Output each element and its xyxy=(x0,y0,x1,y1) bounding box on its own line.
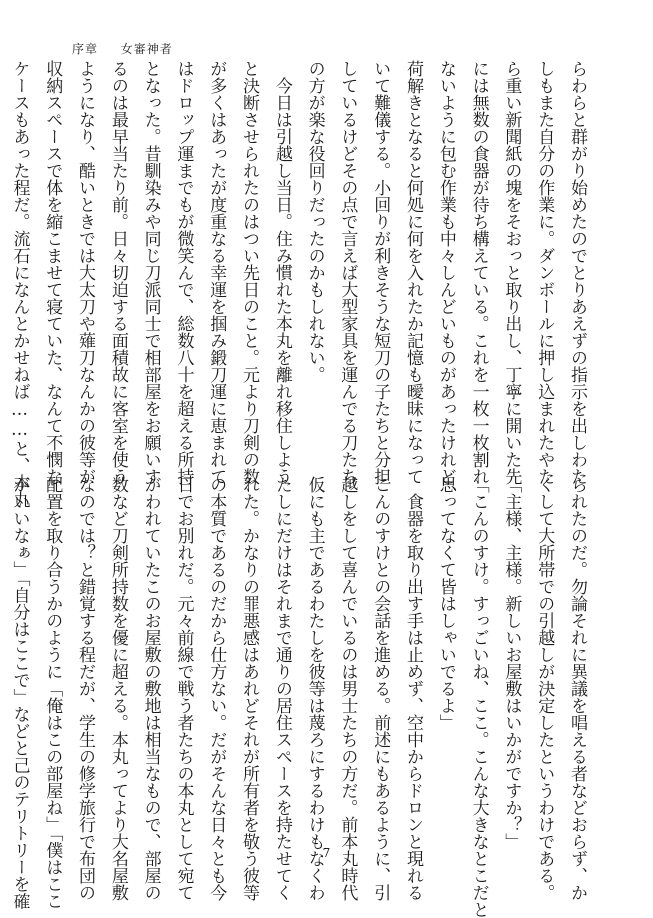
lower-text-block xyxy=(0,476,593,918)
text-column: 荷解きとなると何処に何を入れたか記憶も曖昧になって xyxy=(403,60,424,485)
text-column: 食器を取り出す手は止めず、空中からドロンと現れる xyxy=(403,476,424,901)
text-column: の本質であるのだから仕方ない。だがそんな日々とも今 xyxy=(206,476,227,901)
page-number: 7 xyxy=(322,846,331,860)
text-column: 収納スペースで体を縮こませて寝ていた、なんて不憫な xyxy=(42,60,63,485)
text-column: 思ってなくて皆はしゃいでるよ」 xyxy=(435,476,456,731)
text-column: 「こんのすけ。すっごいね、ここ。こんな大きなとこだと xyxy=(468,476,489,918)
text-column: しもまた自分の作業に。ダンボールに押し込まれたやた xyxy=(534,60,555,485)
text-column: くして大所帯での引越しが決定したというわけである。 xyxy=(534,476,555,901)
text-column: られたのだ。勿論それに異議を唱える者などおらず、か xyxy=(567,476,587,901)
text-column: ら重い新聞紙の塊をそおっと取り出し、丁寧に開いた先 xyxy=(501,60,522,485)
text-column: たしにだけはそれまで通りの居住スペースを持たせてく xyxy=(271,476,292,901)
text-column: れた。かなりの罪悪感はあれどそれが所有者を敬う彼等 xyxy=(239,476,260,901)
text-column: がわれていたこのお屋敷の敷地は相当なもので、部屋の xyxy=(140,476,161,901)
text-column: なのでは？と錯覚する程だが、学生の修学旅行で布団の xyxy=(75,476,96,901)
text-column: るのは最早当たり前。日々切迫する面積故に客室を使う xyxy=(107,60,128,485)
upper-text-block xyxy=(0,60,593,508)
text-column: 越しをして喜んでいるのは男士たちの方だ。前本丸時代 xyxy=(337,476,358,901)
running-header xyxy=(72,40,173,57)
text-column: がいいなぁ」「自分はここで」などと己のテリトリーを確 xyxy=(9,476,30,910)
text-column: 「主様、主様。新しいお屋敷はいかがですか？」 xyxy=(501,476,522,850)
text-column: ないように包む作業も中々しんどいものがあったけれど、 xyxy=(435,60,456,502)
text-column: ケースもあった程だ。流石になんとかせねば……と、本丸 xyxy=(9,60,30,508)
chapter-label: 序章 xyxy=(72,42,99,56)
text-column: となった。昔馴染みや同じ刀派同士で相部屋をお願いす xyxy=(140,60,161,485)
text-column: こんのすけとの会話を進める。前述にもあるように、引 xyxy=(370,476,391,901)
text-column: 配置を取り合うかのように「俺はこの部屋ね」「僕はここ xyxy=(42,476,63,910)
text-column: しているけどその点で言えば大型家具を運んでる刀たち xyxy=(337,60,358,485)
text-column: はドロップ運までもが微笑んで、総数八十を超える所持 xyxy=(173,60,194,485)
text-column: と決断させられたのはつい先日のこと。元より刀剣の数 xyxy=(239,60,260,485)
text-column: には無数の食器が待ち構えている。これを一枚一枚割れ xyxy=(468,60,489,485)
text-column: が多くはあったが度重なる幸運を掴み鍛刀運に恵まれて xyxy=(206,60,227,485)
text-column xyxy=(0,60,3,460)
text-column: らわらと群がり始めたのでとりあえずの指示を出しわた xyxy=(567,60,587,485)
text-column: の方が楽な役回りだったのかもしれない。 xyxy=(304,60,325,383)
text-column: 日でお別れだ。元々前線で戦う者たちの本丸として宛て xyxy=(173,476,194,901)
text-column: 数など刀剣所持数を優に超える。本丸ってより大名屋敷 xyxy=(107,476,128,901)
text-column: ようになり、酷いときでは大太刀や薙刀なんかの彼等が xyxy=(75,60,96,485)
text-column: 仮にも主であるわたしを彼等は蔑ろにするわけもなくわ xyxy=(304,476,325,901)
text-column: いて難儀する。小回りが利きそうな短刀の子たちと分担 xyxy=(370,60,391,485)
chapter-title: 女審神者 xyxy=(120,42,173,56)
text-column: 今日は引越し当日。住み慣れた本丸を離れ移住しよう xyxy=(271,60,292,485)
text-column xyxy=(0,476,3,836)
